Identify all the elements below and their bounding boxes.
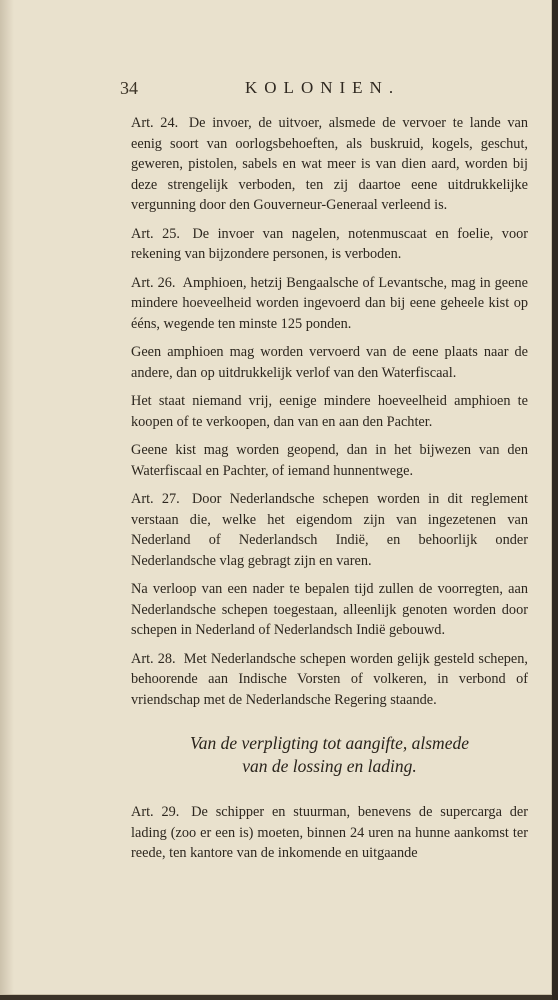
paragraph-text: De invoer, de uitvoer, alsmede de vervoer te lande van eenig soort van oorlogsbehoeften, als buskruid, kogels, geschut, geweren, pistolen, sabels en wat meer is van dien aard, worden bij deze strengelijk verboden, ten zij daartoe eene uitdrukkelijke vergunning door den Gouverneur-Generaal verleend is. <box>131 115 528 213</box>
section-heading-line-2: van de lossing en lading. <box>242 756 417 776</box>
paragraph-art-26 <box>131 273 528 335</box>
paragraph-text: Na verloop van een nader te bepalen tijd zullen de voorregten, aan Nederlandsche schepen toegestaan, alleenlijk genoten worden door schepen in Nederland of Nederlandsch Indië gebouwd. <box>131 581 528 638</box>
article-number: Art. 26. <box>131 274 176 291</box>
paragraph-text: Het staat niemand vrij, eenige mindere hoeveelheid amphioen te koopen of te verkoopen, dan van en aan den Pachter. <box>131 393 528 430</box>
paragraph-text: De schipper en stuurman, benevens de supercarga der lading (zoo er een is) moeten, binnen 24 uren na hunne aankomst ter reede, ten kantore van de inkomende en uitgaande <box>131 804 529 861</box>
paragraph-text: Geen amphioen mag worden vervoerd van de eene plaats naar de andere, dan op uitdrukkelijk verlof van den Waterfiscaal. <box>131 344 528 381</box>
paragraph-art-26-c <box>131 391 528 432</box>
paragraph-art-25 <box>131 224 528 265</box>
paragraph-text: Geene kist mag worden geopend, dan in het bijwezen van den Waterfiscaal en Pachter, of iemand hunnentwege. <box>131 442 528 479</box>
article-number: Art. 25. <box>131 225 180 242</box>
article-number: Art. 24. <box>131 115 179 131</box>
paragraph-art-27 <box>131 489 528 571</box>
page-fold-shadow <box>0 0 14 994</box>
article-number: Art. 28. <box>131 650 176 667</box>
paragraph-art-28 <box>131 649 528 711</box>
paragraph-art-24 <box>131 113 528 216</box>
page-number: 34 <box>120 78 138 98</box>
paragraph-text: Amphioen, hetzij Bengaalsche of Levantsche, mag in geene mindere hoeveelheid worden ingevoerd dan bij eene geheele kist op ééns, wegende ten minste 125 ponden. <box>131 274 528 332</box>
running-head: KOLONIEN. <box>245 78 401 97</box>
paragraph-art-26-b <box>131 342 528 383</box>
page-header <box>120 78 530 108</box>
scan-border-right <box>552 0 558 1000</box>
paragraph-text: Met Nederlandsche schepen worden gelijk gesteld schepen, behoorende aan Indische Vorsten of volkeren, in verbond of vriendschap met de Nederlandsche Regering staande. <box>131 650 529 708</box>
article-number: Art. 29. <box>131 804 180 820</box>
body-text <box>131 113 528 864</box>
paragraph-art-26-d <box>131 440 528 481</box>
paragraph-text: De invoer van nagelen, notenmuscaat en foelie, voor rekening van bijzondere personen, is verboden. <box>131 225 529 262</box>
paragraph-art-29 <box>131 802 528 864</box>
article-number: Art. 27. <box>131 491 180 507</box>
paragraph-art-27-b <box>131 579 528 641</box>
section-heading <box>131 732 528 778</box>
paragraph-text: Door Nederlandsche schepen worden in dit reglement verstaan die, welke het eigendom zijn van ingezetenen van Nederland of Nederlandsch Indië, en behoorlijk onder Nederlandsche vlag gebragt zijn en varen. <box>131 491 529 569</box>
section-heading-line-1: Van de verpligting tot aangifte, alsmede <box>190 733 469 753</box>
